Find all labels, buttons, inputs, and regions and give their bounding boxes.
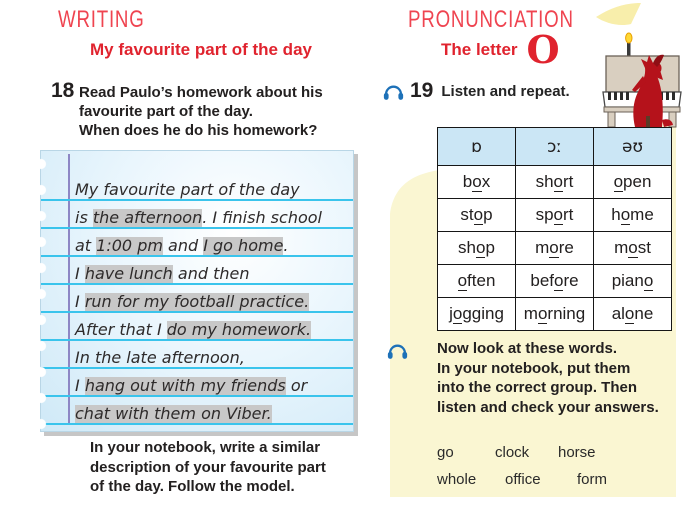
word-cell: shop — [438, 232, 516, 265]
handwritten-text: . — [283, 235, 289, 255]
highlighted-text: the afternoon — [92, 207, 203, 227]
handwritten-text: My favourite part of the day — [75, 179, 300, 199]
handwritten-text: is — [75, 207, 93, 227]
handwritten-text: After that I — [75, 319, 167, 339]
word-cell: jogging — [438, 298, 516, 331]
highlighted-text: chat with them on Viber. — [75, 403, 272, 423]
phonetics-table-row — [438, 298, 672, 331]
letter-prefix-text: The letter — [441, 40, 518, 60]
phonetics-table-row — [438, 166, 672, 199]
notebook-torn-edge — [35, 151, 47, 431]
text-line: In your notebook, write a similar — [90, 439, 321, 456]
horse-piano-illustration — [602, 28, 682, 128]
word-cell: piano — [594, 265, 672, 298]
notebook-line — [41, 369, 353, 397]
phonetics-table-row — [438, 232, 672, 265]
handwritten-text: I — [75, 263, 85, 283]
highlighted-text: hang out with my friends — [84, 375, 286, 395]
exercise-19-instruction: Listen and repeat. — [441, 82, 570, 100]
notebook-line — [41, 201, 353, 229]
piano-leg — [608, 112, 615, 127]
exercise-18-instructions — [79, 83, 369, 140]
text-line: Now look at these words. — [437, 340, 618, 357]
candle-flame — [626, 33, 632, 43]
phonetics-table-row — [438, 199, 672, 232]
phonetics-table-header-row — [438, 128, 672, 166]
sort-word: horse — [558, 444, 596, 461]
sort-word: whole — [437, 471, 477, 488]
writing-section-title: WRITING — [58, 6, 145, 33]
word-cell: before — [516, 265, 594, 298]
word-cell: more — [516, 232, 594, 265]
text-line: into the correct group. Then — [437, 379, 638, 396]
word-cell: often — [438, 265, 516, 298]
notebook-lines — [41, 173, 353, 425]
highlighted-text: have lunch — [84, 263, 173, 283]
notebook-line — [41, 313, 353, 341]
word-cell: morning — [516, 298, 594, 331]
highlighted-text: do my homework. — [166, 319, 312, 339]
phonetics-table — [437, 127, 672, 331]
word-cell: most — [594, 232, 672, 265]
headphones-icon — [383, 82, 404, 101]
pronunciation-section-title: PRONUNCIATION — [408, 6, 574, 33]
text-line: Read Paulo’s homework about his — [79, 84, 323, 101]
notebook-line — [41, 173, 353, 201]
notebook-line — [41, 285, 353, 313]
exercise-19-number: 19 — [410, 79, 434, 102]
handwritten-text: I — [75, 291, 85, 311]
writing-subtitle: My favourite part of the day — [90, 40, 312, 59]
phoneme-header-cell: ɒ — [438, 128, 516, 166]
text-line: In your notebook, put them — [437, 359, 631, 377]
handwritten-text: or — [285, 375, 308, 395]
sort-word: form — [577, 471, 607, 488]
sorting-task-instructions — [437, 339, 677, 417]
headphones-icon — [387, 341, 408, 360]
notebook-line — [41, 341, 353, 369]
highlighted-text: 1:00 pm — [96, 235, 163, 255]
sort-word: go — [437, 444, 454, 461]
highlighted-text: I go home — [203, 235, 284, 255]
handwritten-text: at — [75, 235, 97, 255]
text-line: favourite part of the day. — [79, 103, 253, 120]
word-list-row — [437, 444, 596, 461]
handwritten-text: In the late afternoon, — [75, 347, 245, 367]
notebook-line — [41, 257, 353, 285]
word-cell: sport — [516, 199, 594, 232]
text-line: When does he do his homework? — [79, 122, 318, 139]
sort-word: office — [505, 471, 541, 488]
highlighted-text: run for my football practice. — [84, 291, 310, 311]
handwritten-text: I — [75, 375, 85, 395]
pronunciation-subtitle — [441, 27, 560, 72]
word-list-row — [437, 471, 607, 488]
word-cell: open — [594, 166, 672, 199]
handwritten-text: and — [162, 235, 204, 255]
writing-footer-instruction — [90, 438, 380, 497]
word-cell: alone — [594, 298, 672, 331]
notebook-line — [41, 229, 353, 257]
notebook-paper — [40, 150, 354, 432]
word-cell: stop — [438, 199, 516, 232]
letter-o-text: O — [526, 27, 560, 72]
word-cell: box — [438, 166, 516, 199]
phonetics-table-row — [438, 265, 672, 298]
text-line: listen and check your answers. — [437, 398, 659, 416]
text-line: description of your favourite part — [90, 458, 326, 476]
phoneme-header-cell: əʊ — [594, 128, 672, 166]
exercise-19 — [383, 79, 570, 103]
phoneme-header-cell: ɔː — [516, 128, 594, 166]
stool-leg — [646, 116, 650, 127]
handwritten-text: and then — [172, 263, 250, 283]
text-line: of the day. Follow the model. — [90, 478, 295, 495]
word-cell: home — [594, 199, 672, 232]
handwritten-text: . I finish school — [202, 207, 322, 227]
exercise-18-number: 18 — [51, 79, 75, 102]
word-cell: short — [516, 166, 594, 199]
notebook-line — [41, 397, 353, 425]
sort-word: clock — [495, 444, 530, 461]
